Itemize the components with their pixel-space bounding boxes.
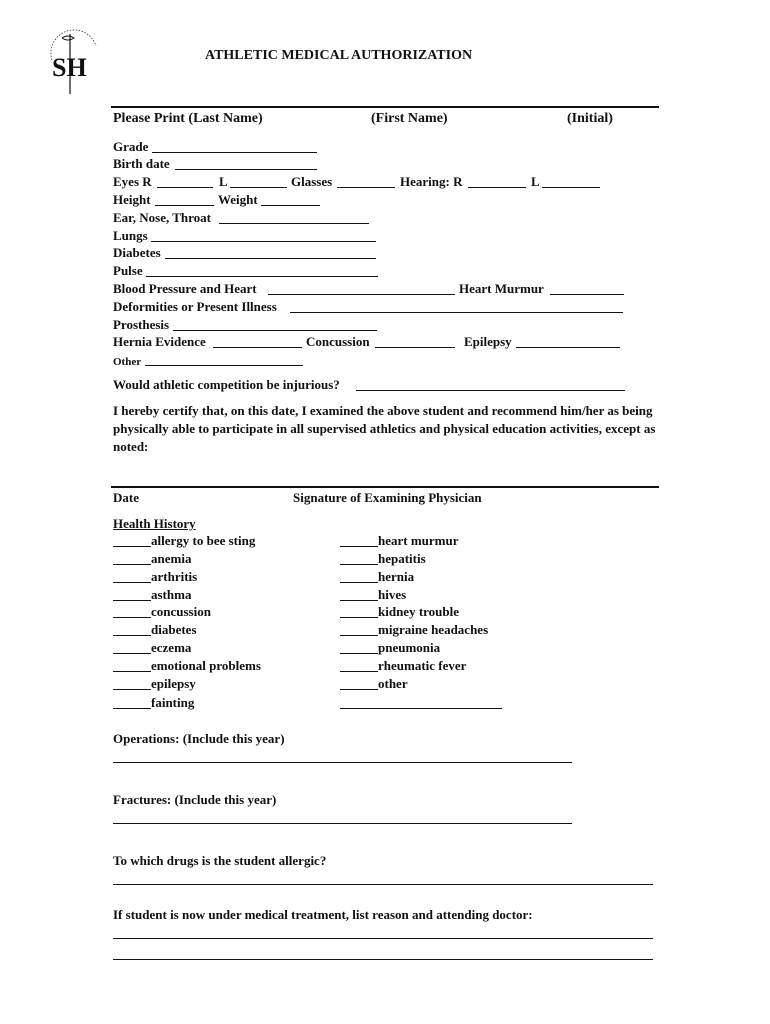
- initial-label: (Initial): [567, 111, 613, 126]
- eyes-l-label: L: [219, 174, 228, 189]
- history-item: eczema: [151, 640, 192, 655]
- glasses-label: Glasses: [291, 174, 333, 189]
- hearing-l-field[interactable]: [542, 187, 600, 188]
- history-checkbox[interactable]: [340, 689, 378, 690]
- first-name-label: (First Name): [371, 111, 448, 126]
- hernia-field[interactable]: [213, 347, 302, 348]
- history-checkbox[interactable]: [340, 600, 378, 601]
- glasses-field[interactable]: [337, 187, 395, 188]
- operations-field[interactable]: [113, 762, 572, 763]
- concussion-label: Concussion: [306, 334, 370, 349]
- history-checkbox[interactable]: [113, 546, 151, 547]
- history-checkbox[interactable]: [340, 635, 378, 636]
- other-label: Other: [113, 356, 142, 368]
- history-checkbox[interactable]: [113, 564, 151, 565]
- weight-label: Weight: [218, 192, 258, 207]
- signature-line: [111, 486, 659, 488]
- eyes-r-field[interactable]: [157, 187, 213, 188]
- grade-field[interactable]: [152, 152, 317, 153]
- history-checkbox[interactable]: [340, 564, 378, 565]
- history-checkbox[interactable]: [113, 671, 151, 672]
- history-checkbox[interactable]: [340, 653, 378, 654]
- last-name-label: Please Print (Last Name): [113, 111, 263, 126]
- lungs-label: Lungs: [113, 228, 148, 243]
- fractures-label: Fractures: (Include this year): [113, 792, 277, 807]
- health-history-title: Health History: [113, 516, 196, 531]
- history-item: anemia: [151, 551, 192, 566]
- divider: [111, 106, 659, 108]
- history-item: fainting: [151, 695, 195, 710]
- history-item: hepatitis: [378, 551, 426, 566]
- hearing-r-field[interactable]: [468, 187, 526, 188]
- history-item: diabetes: [151, 622, 197, 637]
- history-item: epilepsy: [151, 676, 196, 691]
- deformities-label: Deformities or Present Illness: [113, 299, 277, 314]
- history-item: heart murmur: [378, 533, 459, 548]
- history-checkbox[interactable]: [340, 617, 378, 618]
- birth-date-label: Birth date: [113, 156, 170, 171]
- history-checkbox[interactable]: [113, 582, 151, 583]
- history-item: arthritis: [151, 569, 198, 584]
- heart-murmur-field[interactable]: [550, 294, 624, 295]
- other-field[interactable]: [145, 365, 303, 366]
- operations-label: Operations: (Include this year): [113, 731, 285, 746]
- pulse-label: Pulse: [113, 263, 143, 278]
- history-item: kidney trouble: [378, 604, 460, 619]
- logo-letters: SH: [52, 53, 87, 82]
- hearing-r-label: Hearing: R: [400, 174, 463, 189]
- certification-text: I hereby certify that, on this date, I examined the above student and recommend him/her as being physically able to participate in all supervised athletics and physical education activities, except as noted:: [113, 403, 656, 454]
- fractures-field[interactable]: [113, 823, 572, 824]
- history-checkbox[interactable]: [340, 582, 378, 583]
- history-checkbox[interactable]: [113, 600, 151, 601]
- drugs-field[interactable]: [113, 884, 653, 885]
- injurious-question: Would athletic competition be injurious?: [113, 377, 340, 392]
- drugs-label: To which drugs is the student allergic?: [113, 853, 327, 868]
- hernia-label: Hernia Evidence: [113, 334, 206, 349]
- history-checkbox[interactable]: [113, 689, 151, 690]
- history-item: allergy to bee sting: [151, 533, 256, 548]
- diabetes-field[interactable]: [165, 258, 376, 259]
- diabetes-label: Diabetes: [113, 245, 161, 260]
- concussion-field[interactable]: [375, 347, 455, 348]
- pulse-field[interactable]: [146, 276, 378, 277]
- school-logo: [42, 28, 104, 99]
- history-checkbox[interactable]: [113, 653, 151, 654]
- injurious-field[interactable]: [356, 390, 625, 391]
- ent-label: Ear, Nose, Throat: [113, 210, 211, 225]
- history-item: rheumatic fever: [378, 658, 467, 673]
- hearing-l-label: L: [531, 174, 540, 189]
- history-checkbox[interactable]: [340, 546, 378, 547]
- other-condition-field[interactable]: [340, 708, 502, 709]
- epilepsy-label: Epilepsy: [464, 334, 512, 349]
- history-item: pneumonia: [378, 640, 441, 655]
- height-field[interactable]: [155, 205, 214, 206]
- history-checkbox[interactable]: [340, 671, 378, 672]
- history-checkbox[interactable]: [113, 635, 151, 636]
- prosthesis-field[interactable]: [173, 330, 377, 331]
- history-item: asthma: [151, 587, 192, 602]
- height-label: Height: [113, 192, 151, 207]
- deformities-field[interactable]: [290, 312, 623, 313]
- treatment-field[interactable]: [113, 938, 653, 939]
- history-item: emotional problems: [151, 658, 261, 673]
- bp-heart-label: Blood Pressure and Heart: [113, 281, 257, 296]
- eyes-l-field[interactable]: [230, 187, 287, 188]
- history-item: other: [378, 676, 408, 691]
- form-title: ATHLETIC MEDICAL AUTHORIZATION: [205, 48, 473, 63]
- heart-murmur-label: Heart Murmur: [459, 281, 544, 296]
- history-item: hives: [378, 587, 407, 602]
- treatment-label: If student is now under medical treatment, list reason and attending doctor:: [113, 907, 533, 922]
- bp-heart-field[interactable]: [268, 294, 455, 295]
- grade-label: Grade: [113, 139, 149, 154]
- lungs-field[interactable]: [151, 241, 376, 242]
- weight-field[interactable]: [261, 205, 320, 206]
- history-item: hernia: [378, 569, 415, 584]
- date-label: Date: [113, 490, 139, 505]
- history-item: concussion: [151, 604, 211, 619]
- history-checkbox[interactable]: [113, 708, 151, 709]
- epilepsy-field[interactable]: [516, 347, 620, 348]
- birth-date-field[interactable]: [175, 169, 317, 170]
- history-checkbox[interactable]: [113, 617, 151, 618]
- eyes-r-label: Eyes R: [113, 174, 152, 189]
- prosthesis-label: Prosthesis: [113, 317, 170, 332]
- treatment-field-2[interactable]: [113, 959, 653, 960]
- history-item: migraine headaches: [378, 622, 489, 637]
- ent-field[interactable]: [219, 223, 369, 224]
- physician-signature-label: Signature of Examining Physician: [293, 490, 482, 505]
